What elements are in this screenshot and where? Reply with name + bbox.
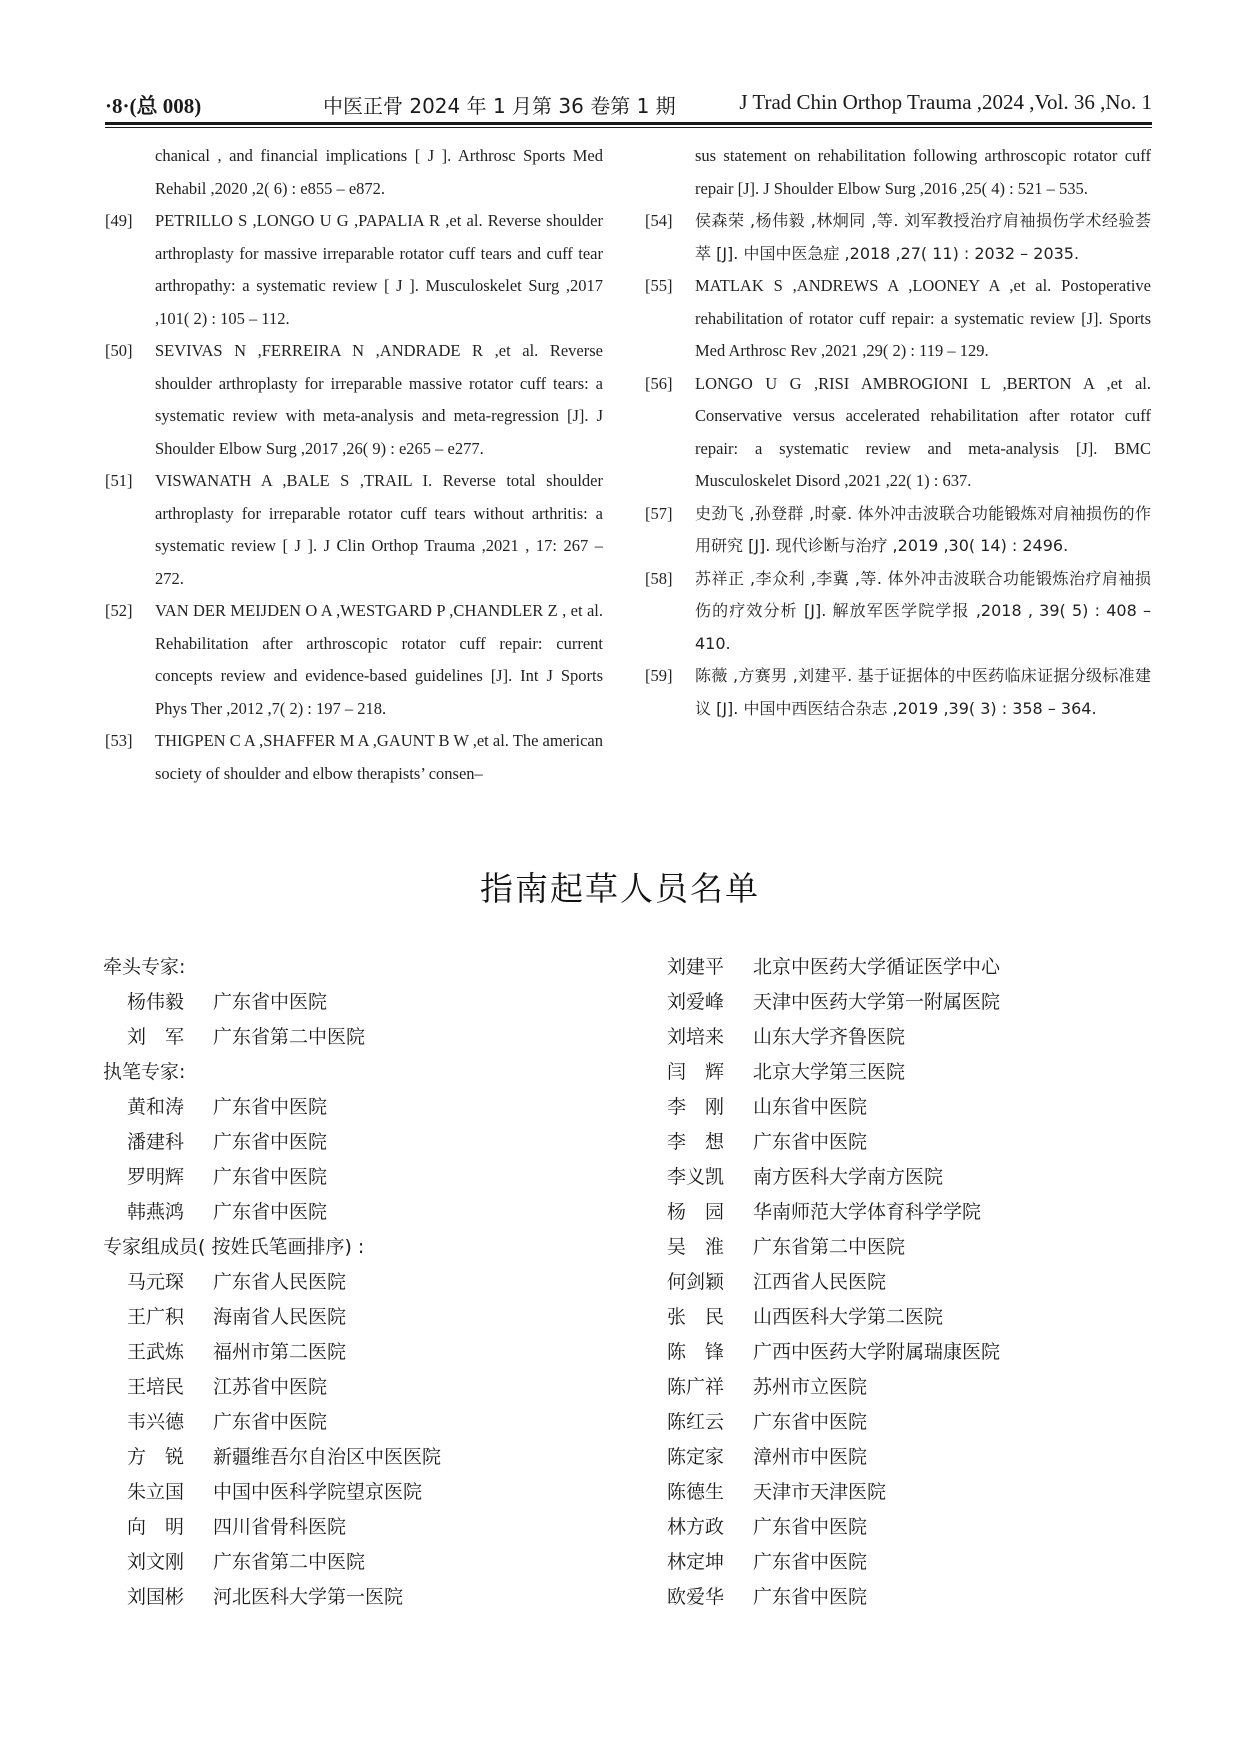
roster-left-column bbox=[103, 950, 623, 1615]
running-header bbox=[105, 84, 1152, 124]
roster-member-row bbox=[103, 1580, 623, 1615]
member-institution: 四川省骨科医院 bbox=[213, 1516, 347, 1538]
member-institution: 山东大学齐鲁医院 bbox=[753, 1026, 906, 1048]
member-name: 罗明辉 bbox=[127, 1166, 185, 1188]
roster-member-row bbox=[103, 985, 623, 1020]
roster-member-row bbox=[667, 1055, 1187, 1090]
member-name: 刘建平 bbox=[667, 956, 725, 978]
member-institution: 广东省中医院 bbox=[213, 1411, 328, 1433]
member-institution: 山西医科大学第二医院 bbox=[753, 1306, 944, 1328]
reference-text: VISWANATH A ,BALE S ,TRAIL I. Reverse total shoulder arthroplasty for irreparable rotator cuff tears without arthritis: a systematic review [ J ]. J Clin Orthop Trauma ,2021 , 17: 267 – 272. bbox=[155, 471, 603, 588]
roster-role-heading bbox=[103, 1055, 623, 1090]
reference-entry bbox=[105, 335, 603, 465]
roster-member-row bbox=[667, 1230, 1187, 1265]
reference-entry bbox=[105, 140, 603, 205]
member-name: 方 锐 bbox=[127, 1446, 185, 1468]
member-institution: 天津市天津医院 bbox=[753, 1481, 887, 1503]
roster-member-row bbox=[103, 1405, 623, 1440]
reference-number: [54] bbox=[645, 211, 673, 230]
reference-number: [55] bbox=[645, 276, 673, 295]
member-name: 朱立国 bbox=[127, 1481, 185, 1503]
references-left-column bbox=[105, 140, 603, 790]
member-name: 闫 辉 bbox=[667, 1061, 725, 1083]
member-name: 李义凯 bbox=[667, 1166, 725, 1188]
reference-entry bbox=[645, 270, 1151, 368]
roster-member-row bbox=[667, 1335, 1187, 1370]
role-label: 执笔专家: bbox=[103, 1061, 186, 1083]
reference-number: [49] bbox=[105, 211, 133, 230]
reference-text: 侯森荣 ,杨伟毅 ,林炯同 ,等. 刘军教授治疗肩袖损伤学术经验荟萃 [J]. 中国中医急症 ,2018 ,27( 11) : 2032 – 2035. bbox=[695, 211, 1151, 263]
roster-member-row bbox=[667, 1510, 1187, 1545]
member-institution: 江西省人民医院 bbox=[753, 1271, 887, 1293]
reference-text: 苏祥正 ,李众利 ,李冀 ,等. 体外冲击波联合功能锻炼治疗肩袖损伤的疗效分析 [J]. 解放军医学院学报 ,2018 , 39( 5) : 408 – 410. bbox=[695, 568, 1151, 653]
member-institution: 广东省第二中医院 bbox=[753, 1236, 906, 1258]
role-label: 专家组成员( 按姓氏笔画排序) : bbox=[103, 1236, 365, 1258]
reference-text: 史劲飞 ,孙登群 ,时豪. 体外冲击波联合功能锻炼对肩袖损伤的作用研究 [J]. 现代诊断与治疗 ,2019 ,30( 14) : 2496. bbox=[695, 503, 1151, 555]
member-institution: 中国中医科学院望京医院 bbox=[213, 1481, 423, 1503]
roster-member-row bbox=[667, 1370, 1187, 1405]
member-institution: 广东省中医院 bbox=[753, 1551, 868, 1573]
roster-member-row bbox=[667, 1580, 1187, 1615]
member-institution: 广东省中医院 bbox=[753, 1131, 868, 1153]
roster-member-row bbox=[103, 1370, 623, 1405]
member-institution: 广东省第二中医院 bbox=[213, 1026, 366, 1048]
member-institution: 广东省中医院 bbox=[213, 1201, 328, 1223]
member-name: 林定坤 bbox=[667, 1551, 725, 1573]
journal-citation-chinese: 中医正骨 2024 年 1 月第 36 卷第 1 期 bbox=[323, 94, 676, 118]
member-institution: 海南省人民医院 bbox=[213, 1306, 347, 1328]
roster-member-row bbox=[103, 1510, 623, 1545]
member-name: 王广积 bbox=[127, 1306, 185, 1328]
member-institution: 江苏省中医院 bbox=[213, 1376, 328, 1398]
member-name: 王培民 bbox=[127, 1376, 185, 1398]
page-number: ·8·(总 008) bbox=[105, 94, 202, 118]
member-name: 刘国彬 bbox=[127, 1586, 185, 1608]
member-institution: 苏州市立医院 bbox=[753, 1376, 868, 1398]
reference-number: [56] bbox=[645, 373, 673, 393]
member-name: 何剑颖 bbox=[667, 1271, 725, 1293]
reference-number: [58] bbox=[645, 568, 673, 588]
reference-number: [52] bbox=[105, 601, 133, 620]
member-institution: 广东省中医院 bbox=[213, 991, 328, 1013]
member-name: 杨 园 bbox=[667, 1201, 725, 1223]
reference-text: 陈薇 ,方赛男 ,刘建平. 基于证据体的中医药临床证据分级标准建议 [J]. 中国中西医结合杂志 ,2019 ,39( 3) : 358 – 364. bbox=[695, 666, 1151, 718]
roster-member-row bbox=[667, 1160, 1187, 1195]
member-name: 韦兴德 bbox=[127, 1411, 185, 1433]
roster-member-row bbox=[667, 1545, 1187, 1580]
reference-text: sus statement on rehabilitation following arthroscopic rotator cuff repair [J]. J Shoulder Elbow Surg ,2016 ,25( 4) : 521 – 535. bbox=[695, 146, 1151, 198]
member-institution: 广东省中医院 bbox=[213, 1131, 328, 1153]
member-institution: 广东省中医院 bbox=[753, 1586, 868, 1608]
reference-number: [59] bbox=[645, 666, 673, 685]
member-name: 陈定家 bbox=[667, 1446, 725, 1468]
roster-member-row bbox=[103, 1440, 623, 1475]
reference-text: VAN DER MEIJDEN O A ,WESTGARD P ,CHANDLER Z , et al. Rehabilitation after arthroscopic rotator cuff repair: current concepts review and evidence-based guidelines [J]. Int J Sports Phys Ther ,2012 ,7( 2) : 197 – 218. bbox=[155, 601, 603, 718]
member-institution: 广西中医药大学附属瑞康医院 bbox=[753, 1341, 1001, 1363]
roster-member-row bbox=[667, 1300, 1187, 1335]
roster-member-row bbox=[103, 1475, 623, 1510]
member-name: 刘 军 bbox=[127, 1026, 185, 1048]
roster-member-row bbox=[103, 1300, 623, 1335]
roster-member-row bbox=[667, 1020, 1187, 1055]
reference-number: [57] bbox=[645, 503, 673, 523]
roster-member-row bbox=[103, 1335, 623, 1370]
references-right-column bbox=[645, 140, 1151, 725]
roster-member-row bbox=[103, 1020, 623, 1055]
member-institution: 北京大学第三医院 bbox=[753, 1061, 906, 1083]
section-title: 指南起草人员名单 bbox=[480, 869, 760, 908]
reference-entry bbox=[645, 563, 1151, 661]
member-name: 陈 锋 bbox=[667, 1341, 725, 1363]
member-name: 李 想 bbox=[667, 1131, 725, 1153]
member-name: 刘培来 bbox=[667, 1026, 725, 1048]
member-institution: 漳州市中医院 bbox=[753, 1446, 868, 1468]
roster-member-row bbox=[667, 1125, 1187, 1160]
reference-entry bbox=[105, 595, 603, 725]
member-institution: 广东省中医院 bbox=[753, 1411, 868, 1433]
member-institution: 华南师范大学体育科学学院 bbox=[753, 1201, 982, 1223]
member-institution: 天津中医药大学第一附属医院 bbox=[753, 991, 1001, 1013]
reference-entry bbox=[105, 465, 603, 595]
roster-member-row bbox=[667, 985, 1187, 1020]
reference-text: PETRILLO S ,LONGO U G ,PAPALIA R ,et al. Reverse shoulder arthroplasty for massive irreparable rotator cuff tears and cuff tear arthropathy: a systematic review [ J ]. Musculoskelet Surg ,2017 ,101( 2) : 105 – 112. bbox=[155, 211, 603, 328]
roster-member-row bbox=[667, 1405, 1187, 1440]
member-name: 林方政 bbox=[667, 1516, 725, 1538]
member-institution: 南方医科大学南方医院 bbox=[753, 1166, 944, 1188]
roster-role-heading bbox=[103, 1230, 623, 1265]
member-name: 马元琛 bbox=[127, 1271, 185, 1293]
reference-text: THIGPEN C A ,SHAFFER M A ,GAUNT B W ,et al. The american society of shoulder and elbow therapists’ consen– bbox=[155, 731, 603, 783]
member-institution: 山东省中医院 bbox=[753, 1096, 868, 1118]
header-rule-thin bbox=[105, 127, 1152, 128]
reference-text: LONGO U G ,RISI AMBROGIONI L ,BERTON A ,et al. Conservative versus accelerated rehabilitation after rotator cuff repair: a systematic review and meta-analysis [J]. BMC Musculoskelet Disord ,2021 ,22( 1) : 637. bbox=[695, 373, 1151, 490]
member-institution: 河北医科大学第一医院 bbox=[213, 1586, 404, 1608]
role-label: 牵头专家: bbox=[103, 956, 186, 978]
reference-number: [51] bbox=[105, 471, 133, 490]
roster-role-heading bbox=[103, 950, 623, 985]
member-institution: 广东省人民医院 bbox=[213, 1271, 347, 1293]
member-institution: 新疆维吾尔自治区中医医院 bbox=[213, 1446, 442, 1468]
member-name: 潘建科 bbox=[127, 1131, 185, 1153]
member-name: 黄和涛 bbox=[127, 1096, 185, 1118]
roster-member-row bbox=[667, 1265, 1187, 1300]
roster-member-row bbox=[103, 1090, 623, 1125]
member-name: 张 民 bbox=[667, 1306, 725, 1328]
member-name: 刘爱峰 bbox=[667, 991, 725, 1013]
reference-entry bbox=[105, 725, 603, 790]
reference-entry bbox=[645, 140, 1151, 205]
reference-text: SEVIVAS N ,FERREIRA N ,ANDRADE R ,et al. Reverse shoulder arthroplasty for irreparable massive rotator cuff tears: a systematic review with meta-analysis and meta-regression [J]. J Shoulder Elbow Surg ,2017 ,26( 9) : e265 – e277. bbox=[155, 341, 603, 458]
member-name: 吴 淮 bbox=[667, 1236, 725, 1258]
roster-member-row bbox=[103, 1545, 623, 1580]
member-institution: 广东省第二中医院 bbox=[213, 1551, 366, 1573]
reference-entry bbox=[645, 660, 1151, 725]
reference-text: chanical , and financial implications [ J ]. Arthrosc Sports Med Rehabil ,2020 ,2( 6) : e855 – e872. bbox=[155, 146, 603, 198]
roster-right-column bbox=[667, 950, 1187, 1615]
member-institution: 广东省中医院 bbox=[213, 1096, 328, 1118]
member-name: 王武炼 bbox=[127, 1341, 185, 1363]
reference-entry bbox=[645, 498, 1151, 563]
member-name: 向 明 bbox=[127, 1516, 185, 1538]
roster-member-row bbox=[667, 1440, 1187, 1475]
member-name: 欧爱华 bbox=[667, 1586, 725, 1608]
member-institution: 福州市第二医院 bbox=[213, 1341, 347, 1363]
roster-member-row bbox=[103, 1265, 623, 1300]
member-name: 陈德生 bbox=[667, 1481, 725, 1503]
roster-member-row bbox=[667, 1475, 1187, 1510]
journal-citation-english: J Trad Chin Orthop Trauma ,2024 ,Vol. 36 ,No. 1 bbox=[739, 90, 1152, 114]
member-name: 陈广祥 bbox=[667, 1376, 725, 1398]
member-name: 杨伟毅 bbox=[127, 991, 185, 1013]
header-rule-thick bbox=[105, 122, 1152, 125]
member-name: 陈红云 bbox=[667, 1411, 725, 1433]
member-name: 刘文刚 bbox=[127, 1551, 185, 1573]
reference-entry bbox=[105, 205, 603, 335]
reference-number: [53] bbox=[105, 731, 133, 750]
member-institution: 北京中医药大学循证医学中心 bbox=[753, 956, 1001, 978]
reference-number: [50] bbox=[105, 341, 133, 360]
roster-member-row bbox=[103, 1160, 623, 1195]
member-institution: 广东省中医院 bbox=[213, 1166, 328, 1188]
member-institution: 广东省中医院 bbox=[753, 1516, 868, 1538]
roster-member-row bbox=[103, 1195, 623, 1230]
reference-entry bbox=[645, 368, 1151, 498]
roster-member-row bbox=[667, 950, 1187, 985]
roster-member-row bbox=[667, 1195, 1187, 1230]
reference-entry bbox=[645, 205, 1151, 270]
roster-member-row bbox=[667, 1090, 1187, 1125]
roster-member-row bbox=[103, 1125, 623, 1160]
reference-text: MATLAK S ,ANDREWS A ,LOONEY A ,et al. Postoperative rehabilitation of rotator cuff repair: a systematic review [J]. Sports Med Arthrosc Rev ,2021 ,29( 2) : 119 – 129. bbox=[695, 276, 1151, 360]
member-name: 李 刚 bbox=[667, 1096, 725, 1118]
member-name: 韩燕鸿 bbox=[127, 1201, 185, 1223]
